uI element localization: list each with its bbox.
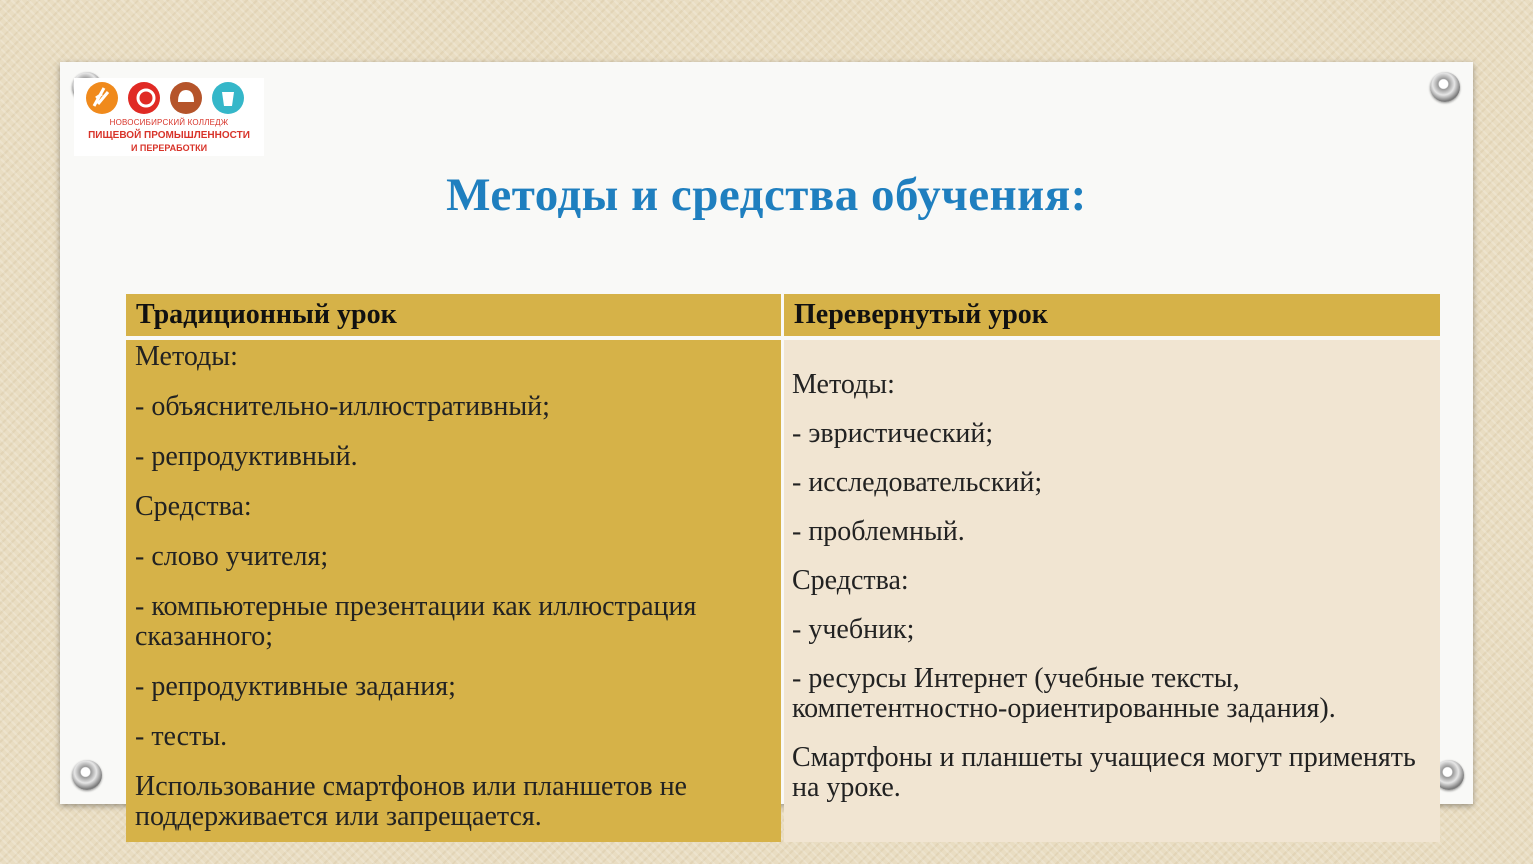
left-line: Использование смартфонов или планшетов не поддерживается или запрещается. xyxy=(135,771,687,832)
slide-title: Методы и средства обучения: xyxy=(446,169,1087,221)
left-line: Методы: xyxy=(135,341,238,372)
left-line: - объяснительно-иллюстративный; xyxy=(135,391,550,422)
left-line: Средства: xyxy=(135,491,252,522)
flipped-lesson-cell xyxy=(784,340,1440,842)
left-line: - тесты. xyxy=(135,721,228,752)
logo-emblem-icon xyxy=(82,80,258,116)
rivet-bottom-left-icon xyxy=(72,760,102,790)
right-line: - учебник; xyxy=(792,614,915,645)
right-line: - ресурсы Интернет (учебные тексты, компетентностно-ориентированные задания). xyxy=(792,663,1336,724)
right-line: - эвристический; xyxy=(792,418,994,449)
logo-text-line-3: И ПЕРЕРАБОТКИ xyxy=(130,143,208,153)
rivet-top-right-icon xyxy=(1430,72,1460,102)
left-line: - слово учителя; xyxy=(135,541,329,572)
left-line: - репродуктивный. xyxy=(135,441,358,472)
college-logo xyxy=(74,78,264,156)
right-line: Смартфоны и планшеты учащиеся могут применять на уроке. xyxy=(792,742,1416,803)
left-line: - репродуктивные задания; xyxy=(135,671,456,702)
right-line: Методы: xyxy=(792,369,895,400)
right-line: - проблемный. xyxy=(792,516,965,547)
logo-text-line-2: ПИЩЕВОЙ ПРОМЫШЛЕННОСТИ xyxy=(88,130,250,141)
logo-text-line-1: НОВОСИБИРСКИЙ КОЛЛЕДЖ xyxy=(109,118,229,127)
header-traditional-lesson: Традиционный урок xyxy=(126,294,781,336)
traditional-lesson-cell xyxy=(126,340,781,842)
comparison-table xyxy=(126,294,1440,842)
header-flipped-lesson: Перевернутый урок xyxy=(784,294,1440,336)
right-line: Средства: xyxy=(792,565,909,596)
right-line: - исследовательский; xyxy=(792,467,1043,498)
left-line: - компьютерные презентации как иллюстрация сказанного; xyxy=(135,591,697,652)
